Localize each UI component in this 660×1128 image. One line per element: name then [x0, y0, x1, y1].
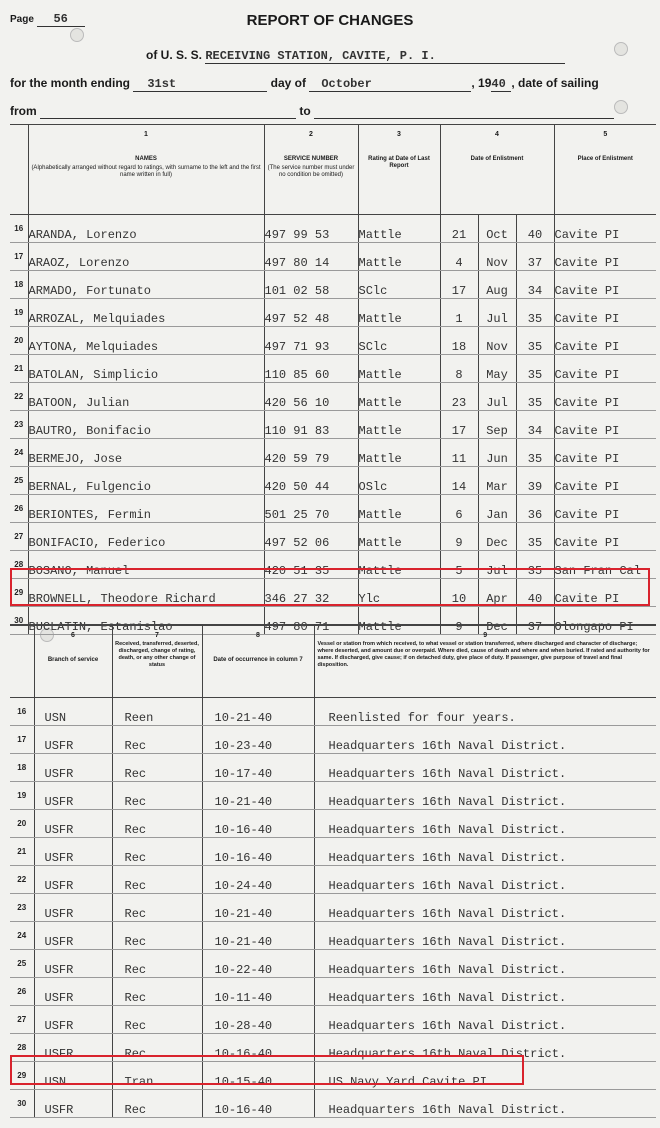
cell-name: ARAOZ, Lorenzo: [28, 243, 264, 271]
cell-d: 5: [440, 551, 478, 579]
cell-sn: 497 99 53: [264, 215, 358, 243]
row-number: 25: [10, 467, 28, 495]
cell-status: Rec: [112, 977, 202, 1005]
cell-y: 34: [516, 411, 554, 439]
cell-status: Rec: [112, 865, 202, 893]
cell-m: Jan: [478, 495, 516, 523]
cell-status: Tran: [112, 1061, 202, 1089]
cell-m: Apr: [478, 579, 516, 607]
cell-branch: USFR: [34, 1089, 112, 1117]
cell-remarks: Headquarters 16th Naval District.: [314, 977, 656, 1005]
row-number: 24: [10, 921, 34, 949]
cell-branch: USFR: [34, 753, 112, 781]
cell-sn: 497 80 14: [264, 243, 358, 271]
cell-m: Oct: [478, 215, 516, 243]
cell-m: Jul: [478, 299, 516, 327]
table-row: [10, 725, 656, 753]
cell-place: Cavite PI: [554, 299, 656, 327]
row-number: 17: [10, 243, 28, 271]
cell-date: 10-15-40: [202, 1061, 314, 1089]
cell-d: 10: [440, 579, 478, 607]
table-row: [10, 243, 656, 271]
cell-place: Olongapo PI: [554, 607, 656, 635]
cell-name: BAUTRO, Bonifacio: [28, 411, 264, 439]
cell-sn: 110 85 60: [264, 355, 358, 383]
cell-rating: Mattle: [358, 411, 440, 439]
cell-place: Cavite PI: [554, 523, 656, 551]
header-names: 1 NAMES (Alphabetically arranged without regard to ratings, with surname to the left and the first name written in full): [28, 125, 264, 215]
cell-d: 11: [440, 439, 478, 467]
cell-status: Rec: [112, 753, 202, 781]
cell-name: BERIONTES, Fermin: [28, 495, 264, 523]
cell-m: Mar: [478, 467, 516, 495]
cell-sn: 497 71 93: [264, 327, 358, 355]
table-row: [10, 495, 656, 523]
row-number: 29: [10, 1061, 34, 1089]
table-row: [10, 893, 656, 921]
cell-sn: 101 02 58: [264, 271, 358, 299]
cell-d: 21: [440, 215, 478, 243]
from-line: from to: [10, 104, 614, 119]
enlistment-table: [10, 124, 656, 635]
cell-rating: Ylc: [358, 579, 440, 607]
cell-m: Dec: [478, 523, 516, 551]
table-row: [10, 467, 656, 495]
page-title: REPORT OF CHANGES: [246, 12, 414, 29]
cell-remarks: Headquarters 16th Naval District.: [314, 921, 656, 949]
cell-date: 10-16-40: [202, 809, 314, 837]
cell-rating: Mattle: [358, 355, 440, 383]
cell-m: Dec: [478, 607, 516, 635]
cell-date: 10-16-40: [202, 1089, 314, 1117]
cell-y: 40: [516, 579, 554, 607]
cell-name: BERNAL, Fulgencio: [28, 467, 264, 495]
cell-y: 34: [516, 271, 554, 299]
cell-place: Cavite PI: [554, 327, 656, 355]
row-number: 17: [10, 725, 34, 753]
cell-m: Jul: [478, 551, 516, 579]
page-number: 56: [37, 12, 85, 27]
cell-place: Cavite PI: [554, 467, 656, 495]
cell-status: Rec: [112, 1005, 202, 1033]
cell-name: BATOON, Julian: [28, 383, 264, 411]
cell-branch: USFR: [34, 1033, 112, 1061]
cell-remarks: Reenlisted for four years.: [314, 697, 656, 725]
cell-remarks: US Navy Yard Cavite PI: [314, 1061, 656, 1089]
cell-status: Reen: [112, 697, 202, 725]
cell-rating: Mattle: [358, 607, 440, 635]
table-row: [10, 355, 656, 383]
cell-status: Rec: [112, 837, 202, 865]
cell-branch: USN: [34, 697, 112, 725]
table-row: [10, 753, 656, 781]
cell-y: 35: [516, 355, 554, 383]
cell-branch: USFR: [34, 949, 112, 977]
row-number: 30: [10, 607, 28, 635]
cell-sn: 346 27 32: [264, 579, 358, 607]
ship-value: RECEIVING STATION, CAVITE, P. I.: [205, 49, 565, 64]
row-number: 29: [10, 579, 28, 607]
cell-sn: 497 80 71: [264, 607, 358, 635]
cell-branch: USFR: [34, 921, 112, 949]
cell-remarks: Headquarters 16th Naval District.: [314, 949, 656, 977]
cell-date: 10-16-40: [202, 1033, 314, 1061]
cell-date: 10-11-40: [202, 977, 314, 1005]
cell-status: Rec: [112, 809, 202, 837]
month-line: for the month ending 31st day of October , 1940 , date of sailing: [10, 76, 599, 91]
cell-sn: 420 59 79: [264, 439, 358, 467]
cell-sn: 420 50 44: [264, 467, 358, 495]
highlight-row-29-bottom: [10, 1055, 524, 1085]
punch-hole-decoration: [70, 28, 84, 42]
cell-date: 10-16-40: [202, 837, 314, 865]
row-number: 16: [10, 697, 34, 725]
cell-rating: SClc: [358, 271, 440, 299]
cell-date: 10-21-40: [202, 921, 314, 949]
row-number: 22: [10, 383, 28, 411]
cell-rating: Mattle: [358, 523, 440, 551]
table-row: [10, 697, 656, 725]
ship-line: of U. S. S. RECEIVING STATION, CAVITE, P. I.: [146, 48, 565, 64]
cell-y: 35: [516, 383, 554, 411]
cell-place: Cavite PI: [554, 439, 656, 467]
cell-date: 10-21-40: [202, 893, 314, 921]
row-number: 21: [10, 355, 28, 383]
cell-branch: USN: [34, 1061, 112, 1089]
month-ending-day: 31st: [133, 77, 267, 92]
row-number: 21: [10, 837, 34, 865]
punch-hole-decoration: [614, 42, 628, 56]
table-row: [10, 865, 656, 893]
cell-sn: 110 91 83: [264, 411, 358, 439]
cell-place: Cavite PI: [554, 495, 656, 523]
cell-d: 9: [440, 607, 478, 635]
cell-sn: 420 56 10: [264, 383, 358, 411]
cell-branch: USFR: [34, 977, 112, 1005]
cell-d: 17: [440, 271, 478, 299]
cell-y: 39: [516, 467, 554, 495]
cell-place: Cavite PI: [554, 411, 656, 439]
row-number: 25: [10, 949, 34, 977]
cell-name: BONIFACIO, Federico: [28, 523, 264, 551]
cell-sn: 501 25 70: [264, 495, 358, 523]
row-number: 19: [10, 781, 34, 809]
header-date-of-enlistment: 4 Date of Enlistment: [440, 125, 554, 215]
table-row: [10, 411, 656, 439]
cell-status: Rec: [112, 893, 202, 921]
table-row: [10, 327, 656, 355]
cell-branch: USFR: [34, 781, 112, 809]
row-number: 18: [10, 271, 28, 299]
cell-date: 10-28-40: [202, 1005, 314, 1033]
cell-name: ARROZAL, Melquiades: [28, 299, 264, 327]
row-number: 16: [10, 215, 28, 243]
cell-status: Rec: [112, 921, 202, 949]
header-service-number: 2 SERVICE NUMBER (The service number must under no condition be omitted): [264, 125, 358, 215]
row-number: 23: [10, 893, 34, 921]
cell-m: Nov: [478, 327, 516, 355]
cell-m: May: [478, 355, 516, 383]
table-row: [10, 271, 656, 299]
cell-y: 35: [516, 299, 554, 327]
cell-branch: USFR: [34, 837, 112, 865]
cell-rating: Mattle: [358, 215, 440, 243]
cell-rating: Mattle: [358, 495, 440, 523]
cell-sn: 497 52 06: [264, 523, 358, 551]
row-number: 27: [10, 523, 28, 551]
cell-remarks: Headquarters 16th Naval District.: [314, 753, 656, 781]
cell-y: 40: [516, 215, 554, 243]
cell-branch: USFR: [34, 725, 112, 753]
cell-rating: Mattle: [358, 551, 440, 579]
table-row: [10, 809, 656, 837]
cell-date: 10-21-40: [202, 697, 314, 725]
header-branch: 6 Branch of service: [34, 625, 112, 697]
cell-name: BOSANO, Manuel: [28, 551, 264, 579]
cell-name: ARANDA, Lorenzo: [28, 215, 264, 243]
cell-y: 35: [516, 551, 554, 579]
cell-name: BUCLATIN, Estanislao: [28, 607, 264, 635]
cell-sn: 420 51 35: [264, 551, 358, 579]
cell-status: Rec: [112, 781, 202, 809]
cell-m: Jul: [478, 383, 516, 411]
row-number: 26: [10, 495, 28, 523]
table-row: [10, 921, 656, 949]
cell-y: 35: [516, 439, 554, 467]
cell-date: 10-21-40: [202, 781, 314, 809]
cell-y: 37: [516, 607, 554, 635]
table-row: [10, 439, 656, 467]
month-ending-year: 40: [491, 77, 511, 92]
month-ending-month: October: [309, 77, 471, 92]
cell-rating: OSlc: [358, 467, 440, 495]
header-date-of-occurrence: 8 Date of occurrence in column 7: [202, 625, 314, 697]
cell-place: Cavite PI: [554, 383, 656, 411]
cell-d: 17: [440, 411, 478, 439]
cell-status: Rec: [112, 725, 202, 753]
header-status-change: 7 Received, transferred, deserted, discharged, change of rating, death, or any other change of status: [112, 625, 202, 697]
row-number: 20: [10, 327, 28, 355]
table-row: [10, 977, 656, 1005]
table-row: [10, 523, 656, 551]
cell-y: 35: [516, 327, 554, 355]
cell-remarks: Headquarters 16th Naval District.: [314, 781, 656, 809]
table-row: [10, 215, 656, 243]
cell-date: 10-17-40: [202, 753, 314, 781]
cell-place: Cavite PI: [554, 579, 656, 607]
row-number: 23: [10, 411, 28, 439]
cell-branch: USFR: [34, 893, 112, 921]
cell-remarks: Headquarters 16th Naval District.: [314, 1033, 656, 1061]
cell-y: 36: [516, 495, 554, 523]
cell-remarks: Headquarters 16th Naval District.: [314, 893, 656, 921]
cell-d: 1: [440, 299, 478, 327]
cell-d: 9: [440, 523, 478, 551]
cell-rating: Mattle: [358, 243, 440, 271]
cell-sn: 497 52 48: [264, 299, 358, 327]
table-row: [10, 299, 656, 327]
row-number: 28: [10, 551, 28, 579]
header-remarks: 9 Vessel or station from which received, to what vessel or station transferred, where discharged and character of discharge; where deserted, and amount due or overpaid. Where died, cause of death and where and when buried. If rated and authority for same. If discharged, give cause; if on detached duty, give place of duty. If passenger, give purpose of travel and final disposition.: [314, 625, 656, 697]
cell-m: Sep: [478, 411, 516, 439]
row-number: 27: [10, 1005, 34, 1033]
row-number: 30: [10, 1089, 34, 1117]
row-number: 24: [10, 439, 28, 467]
header-place-of-enlistment: 5 Place of Enlistment: [554, 125, 656, 215]
table-row: [10, 837, 656, 865]
cell-place: San Fran Cal: [554, 551, 656, 579]
cell-rating: SClc: [358, 327, 440, 355]
cell-date: 10-24-40: [202, 865, 314, 893]
cell-remarks: Headquarters 16th Naval District.: [314, 1089, 656, 1117]
cell-d: 18: [440, 327, 478, 355]
cell-branch: USFR: [34, 809, 112, 837]
cell-y: 35: [516, 523, 554, 551]
cell-remarks: Headquarters 16th Naval District.: [314, 809, 656, 837]
table-row: [10, 949, 656, 977]
cell-name: AYTONA, Melquiades: [28, 327, 264, 355]
cell-y: 37: [516, 243, 554, 271]
table-row: [10, 781, 656, 809]
row-number: 18: [10, 753, 34, 781]
cell-place: Cavite PI: [554, 271, 656, 299]
row-number: 19: [10, 299, 28, 327]
cell-branch: USFR: [34, 1005, 112, 1033]
cell-d: 14: [440, 467, 478, 495]
cell-status: Rec: [112, 1033, 202, 1061]
table-row: [10, 1005, 656, 1033]
cell-remarks: Headquarters 16th Naval District.: [314, 837, 656, 865]
cell-branch: USFR: [34, 865, 112, 893]
cell-m: Aug: [478, 271, 516, 299]
table-row: [10, 383, 656, 411]
row-number: 26: [10, 977, 34, 1005]
row-number: 20: [10, 809, 34, 837]
cell-place: Cavite PI: [554, 243, 656, 271]
cell-d: 4: [440, 243, 478, 271]
cell-d: 23: [440, 383, 478, 411]
cell-rating: Mattle: [358, 439, 440, 467]
punch-hole-decoration: [614, 100, 628, 114]
cell-d: 8: [440, 355, 478, 383]
cell-name: BROWNELL, Theodore Richard: [28, 579, 264, 607]
cell-name: ARMADO, Fortunato: [28, 271, 264, 299]
table-row: [10, 1089, 656, 1117]
cell-remarks: Headquarters 16th Naval District.: [314, 1005, 656, 1033]
highlight-row-29-top: [10, 568, 650, 606]
row-number: 22: [10, 865, 34, 893]
cell-name: BATOLAN, Simplicio: [28, 355, 264, 383]
cell-m: Nov: [478, 243, 516, 271]
status-change-table: [10, 624, 656, 1118]
cell-remarks: Headquarters 16th Naval District.: [314, 725, 656, 753]
cell-place: Cavite PI: [554, 215, 656, 243]
cell-remarks: Headquarters 16th Naval District.: [314, 865, 656, 893]
cell-date: 10-23-40: [202, 725, 314, 753]
cell-m: Jun: [478, 439, 516, 467]
cell-status: Rec: [112, 1089, 202, 1117]
cell-status: Rec: [112, 949, 202, 977]
cell-place: Cavite PI: [554, 355, 656, 383]
cell-d: 6: [440, 495, 478, 523]
page-label: Page 56: [10, 12, 85, 27]
cell-rating: Mattle: [358, 383, 440, 411]
header-rating: 3 Rating at Date of Last Report: [358, 125, 440, 215]
cell-rating: Mattle: [358, 299, 440, 327]
row-number: 28: [10, 1033, 34, 1061]
cell-date: 10-22-40: [202, 949, 314, 977]
cell-name: BERMEJO, Jose: [28, 439, 264, 467]
